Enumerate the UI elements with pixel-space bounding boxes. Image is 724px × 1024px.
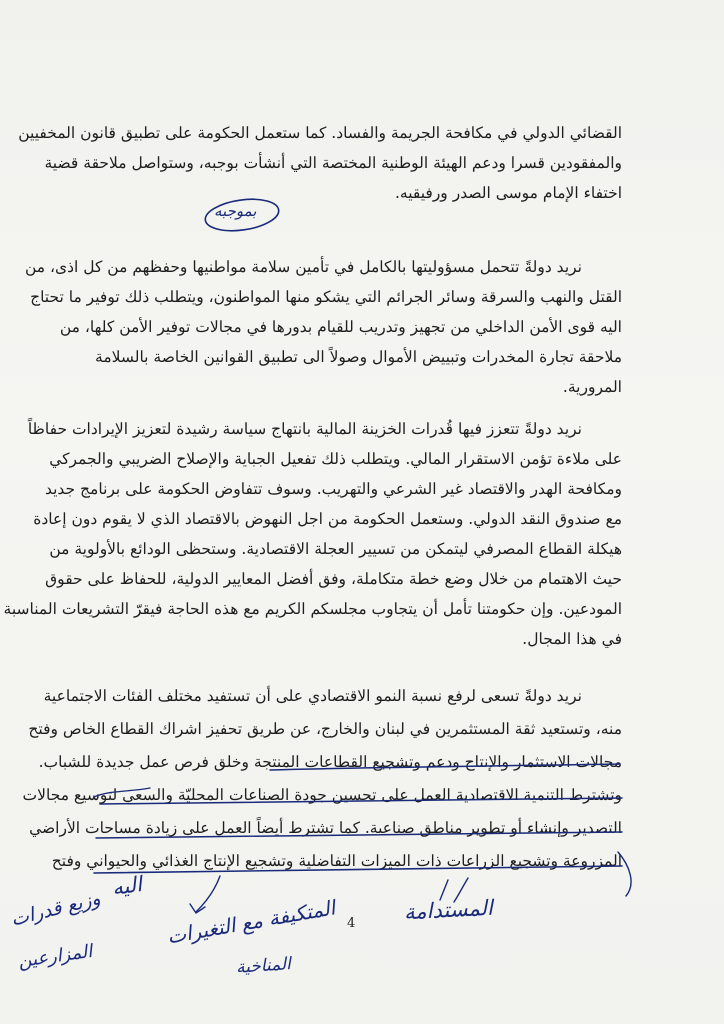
text-line: وتشترط التنمية الاقتصادية العمل على تحسين جودة الصناعات المحليّة والسعي لتوسيع مجالات: [22, 786, 622, 804]
text-line: نريد دولةً تتحمل مسؤوليتها بالكامل في تأمين سلامة مواطنيها وحفظهم من كل اذى، من: [24, 258, 582, 276]
ink-arrow: [440, 880, 448, 900]
text-line: اختفاء الإمام موسى الصدر ورفيقيه.: [394, 184, 622, 202]
ink-underline: [100, 798, 622, 804]
text-line: التصدير وإنشاء أو تطوير مناطق صناعية. كما تشترط أيضاً العمل على زيادة مساحات الأراضي: [29, 819, 622, 837]
text-line: حيث الاهتمام من خلال وضع خطة متكاملة، وفق أفضل المعايير الدولية، للحفاظ على حقوق: [45, 570, 622, 588]
handwritten-note: المزارعين: [16, 940, 94, 973]
ink-arrow: [618, 852, 631, 896]
handwritten-note: المتكيفة مع التغيرات: [165, 895, 337, 949]
text-line: والمفقودين قسرا ودعم الهيئة الوطنية المختصة التي أنشأت بوجبه، وستواصل ملاحقة قضية: [44, 154, 622, 172]
handwritten-note: اليه: [110, 872, 144, 900]
ink-underline: [94, 788, 150, 797]
text-line: اليه قوى الأمن الداخلي من تجهيز وتدريب للقيام بدورها في مجالات توفير الأمن كلها، من: [59, 318, 622, 336]
text-line: القتل والنهب والسرقة وسائر الجرائم التي يشكو منها المواطنون، ويتطلب ذلك توفير ما تحتاج: [30, 288, 622, 306]
handwritten-note: المناخية: [235, 954, 292, 978]
text-line: مع صندوق النقد الدولي. وستعمل الحكومة من اجل النهوض بالاقتصاد الذي لا يقوم دون إعادة: [33, 510, 622, 528]
ink-underline: [270, 764, 620, 770]
text-line: في هذا المجال.: [522, 630, 622, 648]
text-line: نريد دولةً تتعزز فيها قُدرات الخزينة المالية بانتهاج سياسة رشيدة لتعزيز الإيرادات حفاظاً: [27, 420, 582, 438]
page-number: 4: [347, 916, 356, 931]
text-line: منه، وتستعيد ثقة المستثمرين في لبنان والخارج، عن طريق تحفيز اشراك القطاع الخاص وفتح: [28, 720, 622, 738]
handwritten-note: وزيع قدرات: [8, 887, 103, 931]
ink-arrow: [196, 876, 220, 912]
text-line: ملاحقة تجارة المخدرات وتبييض الأموال وصولاً الى تطبيق القوانين الخاصة بالسلامة: [95, 348, 622, 366]
ink-underline: [94, 866, 622, 873]
text-line: المرورية.: [562, 378, 622, 396]
ink-underline: [96, 832, 622, 838]
handwritten-circled-word: بموجبه: [214, 202, 257, 220]
text-line: المزروعة وتشجيع الزراعات ذات الميزات التفاضلية وتشجيع الإنتاج الغذائي والحيواني وفتح: [51, 852, 622, 870]
text-line: ومكافحة الهدر والاقتصاد غير الشرعي والتهريب. وسوف تتفاوض الحكومة على برنامج جديد: [44, 480, 622, 498]
text-line: القضائي الدولي في مكافحة الجريمة والفساد. كما ستعمل الحكومة على تطبيق قانون المخفيين: [18, 124, 622, 142]
text-line: نريد دولةً تسعى لرفع نسبة النمو الاقتصادي على أن تستفيد مختلف الفئات الاجتماعية: [43, 687, 582, 705]
text-line: مجالات الاستثمار والإنتاج ودعم وتشجيع القطاعات المنتجة وخلق فرص عمل جديدة للشباب.: [38, 753, 622, 771]
text-line: هيكلة القطاع المصرفي ليتمكن من تسيير العجلة الاقتصادية. وستحظى الودائع بالأولوية من: [49, 540, 622, 558]
text-line: المودعين. وإن حكومتنا تأمل أن يتجاوب مجلسكم الكريم مع هذه الحاجة فيقرّ التشريعات المناسبة: [3, 600, 622, 618]
handwritten-note: المستدامة: [403, 895, 494, 925]
text-line: على ملاءة تؤمن الاستقرار المالي. ويتطلب ذلك تفعيل الجباية والإصلاح الضريبي والجمركي: [49, 450, 622, 468]
